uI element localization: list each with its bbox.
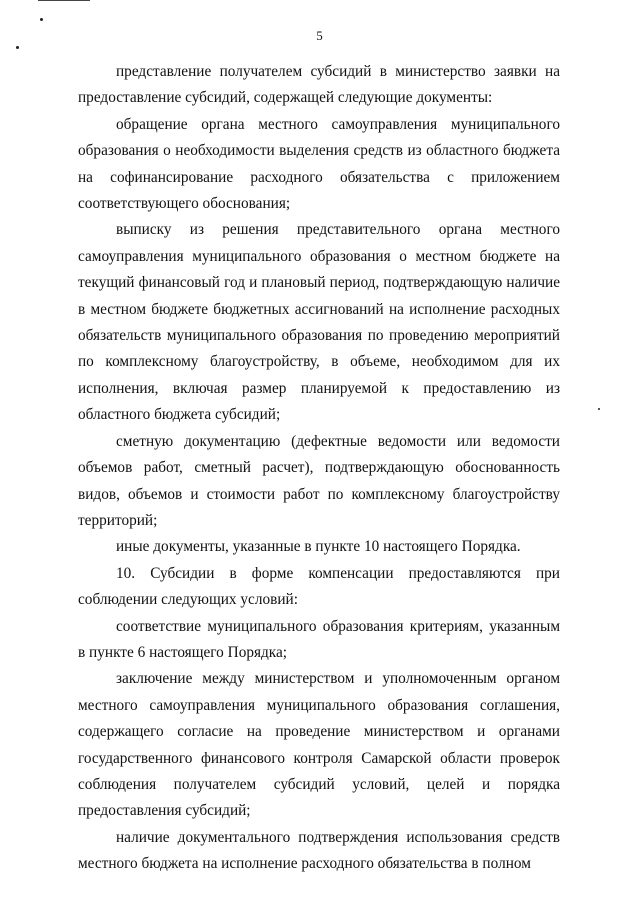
- scan-artifact-dot: [598, 408, 600, 410]
- paragraph: выписку из решения представительного органа местного самоуправления муниципального образования о местном бюджете на текущий финансовый год и плановый период, подтверждающую наличие в местном бюджете бюджетных ассигнований на исполнение расходных обязательств муниципального образования по проведению мероприятий по комплексному благоустройству, в объеме, необходимом для их исполнения, включая размер планируемой к предоставлению из областного бюджета субсидий;: [78, 221, 560, 424]
- paragraph: заключение между министерством и уполномоченным органом местного самоуправления муниципального образования соглашения, содержащего согласие на проведение министерством и органами государственного финансового контроля Самарской области проверок соблюдения получателем субсидий условий, целей и порядка предоставления субсидий;: [78, 670, 560, 820]
- paragraph: 10. Субсидии в форме компенсации предоставляются при соблюдении следующих условий:: [78, 564, 560, 609]
- scan-artifact-dot: [16, 46, 19, 49]
- paragraph: обращение органа местного самоуправления муниципального образования о необходимости выделения средств из областного бюджета на софинансирование расходного обязательства с приложением соответствующего обоснования;: [78, 115, 560, 213]
- paragraph: представление получателем субсидий в министерство заявки на предоставление субсидий, содержащей следующие документы:: [78, 63, 560, 107]
- paragraph: иные документы, указанные в пункте 10 настоящего Порядка.: [116, 538, 521, 556]
- scan-artifact-line: [38, 0, 90, 1]
- document-body: [78, 59, 560, 878]
- paragraph: сметную документацию (дефектные ведомости или ведомости объемов работ, сметный расчет), подтверждающую обоснованность видов, объемов и стоимости работ по комплексному благоустройству территорий;: [78, 432, 560, 529]
- paragraph: наличие документального подтверждения использования средств местного бюджета на исполнение расходного обязательства в полном: [78, 828, 560, 873]
- page-number: 5: [316, 28, 323, 43]
- scan-artifact-dot: [40, 18, 43, 21]
- paragraph: соответствие муниципального образования критериям, указанным в пункте 6 настоящего Порядка;: [78, 617, 560, 661]
